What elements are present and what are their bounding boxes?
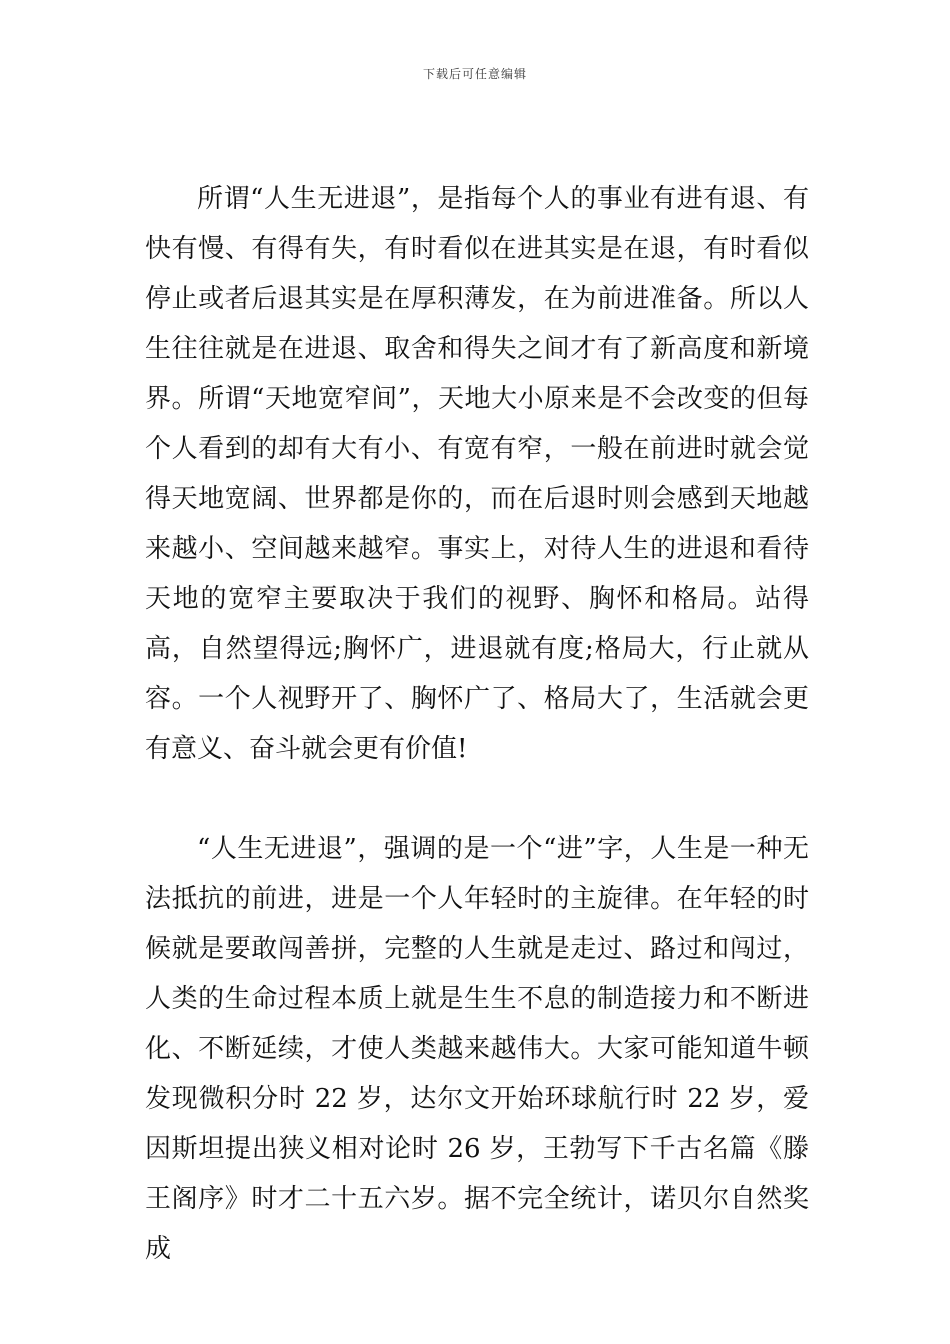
document-body — [145, 174, 809, 1274]
paragraph-1: 所谓“人生无进退”，是指每个人的事业有进有退、有快有慢、有得有失，有时看似在进其实是在退，有时看似停止或者后退其实是在厚积薄发，在为前进准备。所以人生往往就是在进退、取舍和得失之间才有了新高度和新境界。所谓“天地宽窄间”，天地大小原来是不会改变的但每个人看到的却有大有小、有宽有窄，一般在前进时就会觉得天地宽阔、世界都是你的，而在后退时则会感到天地越来越小、空间越来越窄。事实上，对待人生的进退和看待天地的宽窄主要取决于我们的视野、胸怀和格局。站得高，自然望得远;胸怀广，进退就有度;格局大，行止就从容。一个人视野开了、胸怀广了、格局大了，生活就会更有意义、奋斗就会更有价值! — [145, 184, 809, 764]
paragraph-2: “人生无进退”，强调的是一个“进”字，人生是一种无法抵抗的前进，进是一个人年轻时的主旋律。在年轻的时候就是要敢闯善拼，完整的人生就是走过、路过和闯过，人类的生命过程本质上就是生生不息的制造接力和不断进化、不断延续，才使人类越来越伟大。大家可能知道牛顿发现微积分时 22 岁，达尔文开始环球航行时 22 岁，爱因斯坦提出狭义相对论时 26 岁，王勃写下千古名篇《滕王阁序》时才二十五六岁。据不完全统计，诺贝尔自然奖成 — [145, 834, 809, 1264]
header-note: 下载后可任意编辑 — [422, 67, 527, 81]
